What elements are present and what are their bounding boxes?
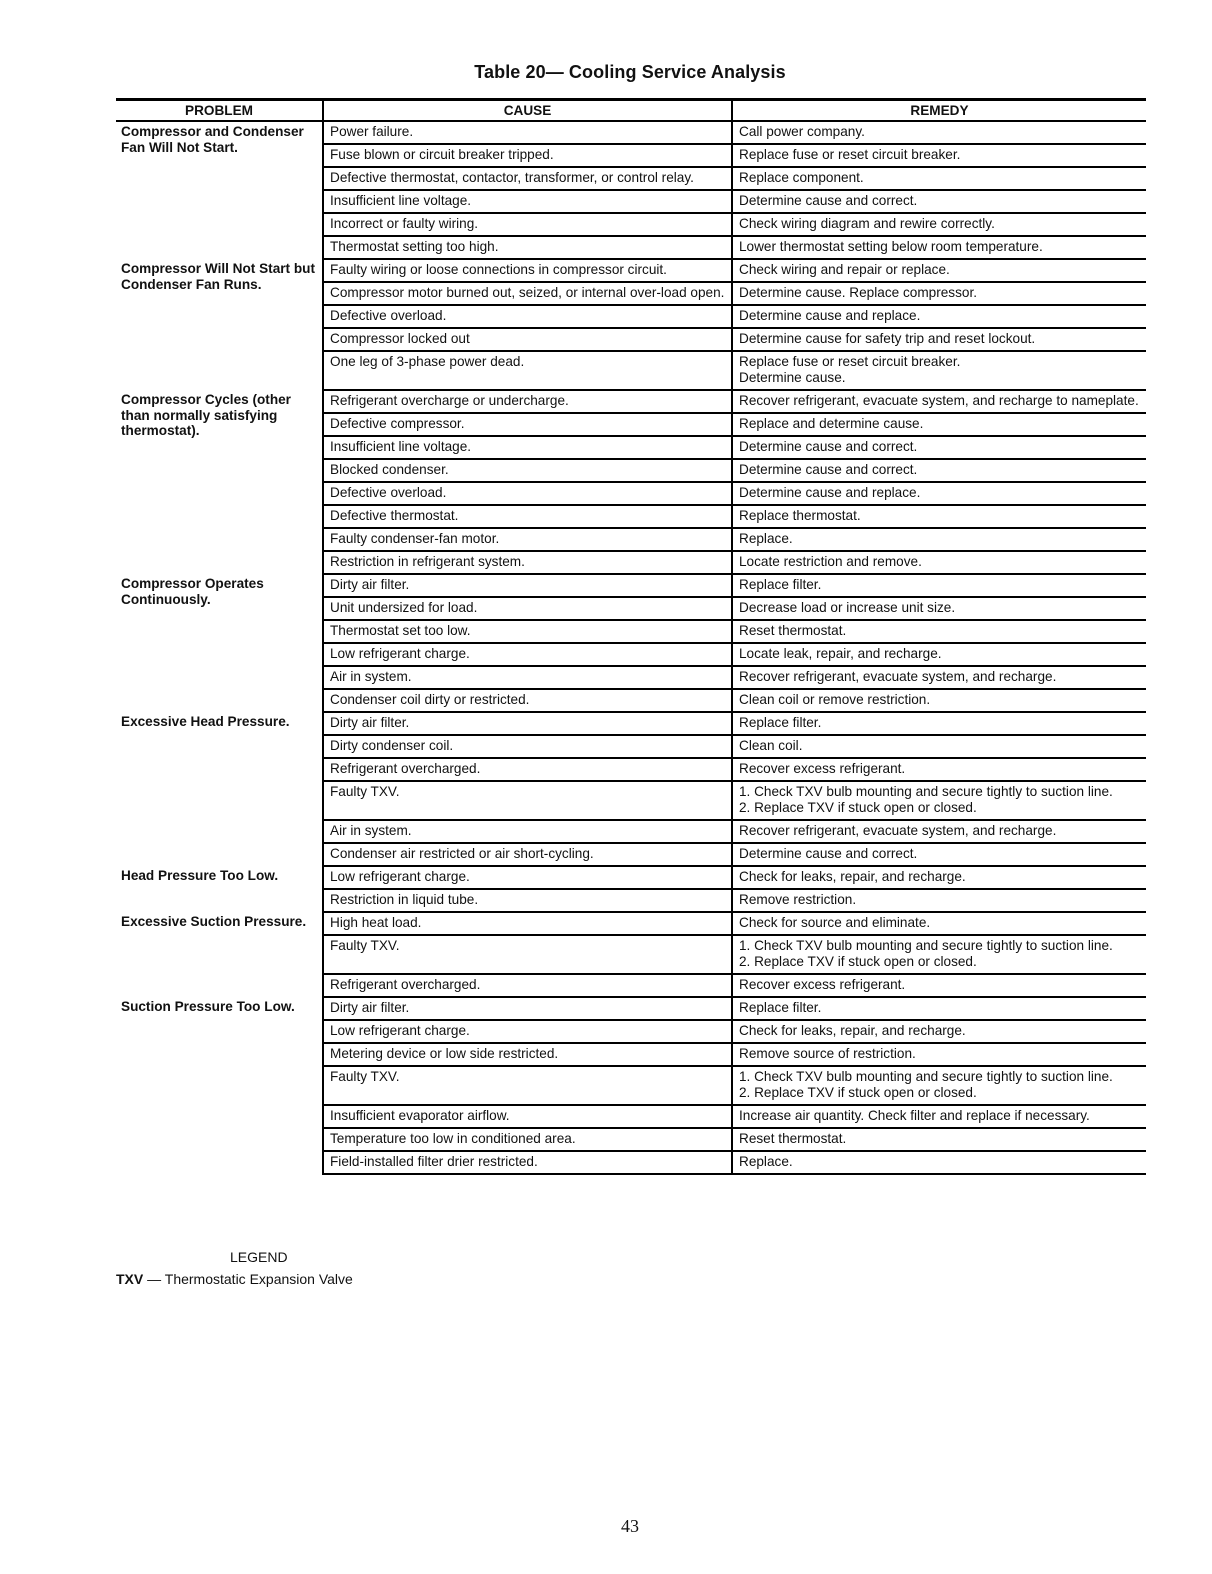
remedy-line: Determine cause and correct. [739,462,918,477]
remedy-line: Reset thermostat. [739,1131,847,1146]
remedy-line: Determine cause and replace. [739,485,921,500]
remedy-cell [732,551,1146,574]
remedy-cell [732,328,1146,351]
table-row [116,712,1146,735]
remedy-cell [732,505,1146,528]
problem-cell: Excessive Head Pressure. [121,714,290,729]
remedy-line: Recover refrigerant, evacuate system, and recharge to nameplate. [739,393,1139,408]
cause-cell: Insufficient line voltage. [323,436,732,459]
remedy-cell [732,190,1146,213]
remedy-cell [732,459,1146,482]
cause-cell: Refrigerant overcharge or undercharge. [323,390,732,413]
remedy-line: Determine cause and replace. [739,308,921,323]
header-cause: CAUSE [323,100,732,122]
remedy-cell [732,820,1146,843]
remedy-cell [732,666,1146,689]
remedy-cell [732,843,1146,866]
remedy-line: 1. Check TXV bulb mounting and secure tightly to suction line. [739,938,1113,953]
table-header-row [116,100,1146,122]
remedy-line: Clean coil. [739,738,803,753]
remedy-line: Recover refrigerant, evacuate system, and recharge. [739,669,1057,684]
remedy-cell [732,574,1146,597]
remedy-cell [732,1043,1146,1066]
header-problem: PROBLEM [116,100,323,122]
remedy-cell [732,390,1146,413]
problem-cell: Excessive Suction Pressure. [121,914,307,929]
cause-cell: Refrigerant overcharged. [323,974,732,997]
remedy-cell [732,889,1146,912]
table-body [116,121,1146,1174]
remedy-line: 1. Check TXV bulb mounting and secure tightly to suction line. [739,784,1113,799]
table-row [116,866,1146,889]
remedy-cell [732,167,1146,190]
page-number: 43 [621,1516,639,1536]
cause-cell: Temperature too low in conditioned area. [323,1128,732,1151]
remedy-line: Determine cause and correct. [739,193,918,208]
remedy-line: 1. Check TXV bulb mounting and secure tightly to suction line. [739,1069,1113,1084]
remedy-line: Locate leak, repair, and recharge. [739,646,942,661]
remedy-line: 2. Replace TXV if stuck open or closed. [739,800,977,815]
problem-cell: Compressor Operates Continuously. [121,576,264,607]
cause-cell: Dirty air filter. [323,712,732,735]
remedy-line: Reset thermostat. [739,623,847,638]
table-row [116,912,1146,935]
remedy-line: Determine cause and correct. [739,439,918,454]
cause-cell: Air in system. [323,820,732,843]
table-row [116,390,1146,413]
remedy-cell [732,689,1146,712]
remedy-cell [732,121,1146,144]
cause-cell: Dirty condenser coil. [323,735,732,758]
cause-cell: Defective thermostat, contactor, transformer, or control relay. [323,167,732,190]
cause-cell: Defective overload. [323,305,732,328]
table-row [116,574,1146,597]
remedy-line: Replace filter. [739,1000,822,1015]
table-row [116,997,1146,1020]
remedy-cell [732,305,1146,328]
cause-cell: High heat load. [323,912,732,935]
remedy-line: Clean coil or remove restriction. [739,692,931,707]
cause-cell: Low refrigerant charge. [323,866,732,889]
legend-separator: — [147,1271,162,1287]
remedy-line: Determine cause and correct. [739,846,918,861]
cause-cell: Dirty air filter. [323,574,732,597]
remedy-cell [732,597,1146,620]
table-row [116,259,1146,282]
legend-heading: LEGEND [230,1249,288,1265]
remedy-cell [732,1066,1146,1105]
remedy-line: Remove source of restriction. [739,1046,916,1061]
remedy-cell [732,528,1146,551]
cause-cell: Defective compressor. [323,413,732,436]
cause-cell: Restriction in liquid tube. [323,889,732,912]
cause-cell: Condenser air restricted or air short-cycling. [323,843,732,866]
cause-cell: Fuse blown or circuit breaker tripped. [323,144,732,167]
cause-cell: Defective overload. [323,482,732,505]
remedy-cell [732,912,1146,935]
remedy-line: Replace. [739,531,793,546]
remedy-line: Replace. [739,1154,793,1169]
cause-cell: Air in system. [323,666,732,689]
remedy-cell [732,144,1146,167]
cause-cell: Condenser coil dirty or restricted. [323,689,732,712]
remedy-line: Replace filter. [739,715,822,730]
remedy-cell [732,866,1146,889]
cause-cell: Incorrect or faulty wiring. [323,213,732,236]
remedy-line: Replace filter. [739,577,822,592]
cause-cell: Thermostat setting too high. [323,236,732,259]
problem-cell: Head Pressure Too Low. [121,868,279,883]
remedy-line: Determine cause for safety trip and reset lockout. [739,331,1036,346]
remedy-cell [732,236,1146,259]
legend [116,1246,353,1290]
remedy-line: Check wiring diagram and rewire correctly. [739,216,995,231]
remedy-cell [732,282,1146,305]
remedy-line: Recover excess refrigerant. [739,977,906,992]
problem-cell: Suction Pressure Too Low. [121,999,295,1014]
remedy-cell [732,413,1146,436]
remedy-line: Remove restriction. [739,892,857,907]
remedy-cell [732,781,1146,820]
remedy-line: Check for leaks, repair, and recharge. [739,869,966,884]
remedy-cell [732,974,1146,997]
problem-cell: Compressor Cycles (other than normally satisfying thermostat). [121,392,291,438]
remedy-cell [732,1105,1146,1128]
cause-cell: Defective thermostat. [323,505,732,528]
table-title: Table 20— Cooling Service Analysis [474,62,786,82]
cause-cell: Restriction in refrigerant system. [323,551,732,574]
remedy-cell [732,935,1146,974]
remedy-cell [732,436,1146,459]
remedy-cell [732,712,1146,735]
remedy-line: 2. Replace TXV if stuck open or closed. [739,1085,977,1100]
cooling-service-table [116,98,1146,1175]
remedy-line: Replace fuse or reset circuit breaker. [739,354,961,369]
remedy-line: Determine cause. Replace compressor. [739,285,977,300]
remedy-cell [732,213,1146,236]
remedy-cell [732,735,1146,758]
cause-cell: Metering device or low side restricted. [323,1043,732,1066]
remedy-line: Replace thermostat. [739,508,861,523]
remedy-cell [732,758,1146,781]
legend-entry [116,1268,353,1290]
cause-cell: Faulty wiring or loose connections in compressor circuit. [323,259,732,282]
remedy-line: Check for leaks, repair, and recharge. [739,1023,966,1038]
legend-abbr: TXV [116,1271,144,1287]
cause-cell: Field-installed filter drier restricted. [323,1151,732,1174]
remedy-cell [732,997,1146,1020]
remedy-cell [732,620,1146,643]
cause-cell: Faulty TXV. [323,935,732,974]
header-remedy: REMEDY [732,100,1146,122]
cause-cell: Faulty TXV. [323,1066,732,1105]
remedy-cell [732,259,1146,282]
remedy-line: 2. Replace TXV if stuck open or closed. [739,954,977,969]
remedy-cell [732,1128,1146,1151]
cause-cell: Insufficient evaporator airflow. [323,1105,732,1128]
remedy-line: Call power company. [739,124,865,139]
problem-cell: Compressor and Condenser Fan Will Not Start. [121,124,304,155]
remedy-line: Locate restriction and remove. [739,554,922,569]
remedy-cell [732,1151,1146,1174]
remedy-cell [732,1020,1146,1043]
remedy-line: Increase air quantity. Check filter and replace if necessary. [739,1108,1090,1123]
cause-cell: Refrigerant overcharged. [323,758,732,781]
legend-definition: Thermostatic Expansion Valve [164,1271,353,1287]
remedy-line: Check for source and eliminate. [739,915,931,930]
remedy-cell [732,351,1146,390]
cause-cell: Power failure. [323,121,732,144]
cause-cell: Blocked condenser. [323,459,732,482]
remedy-line: Determine cause. [739,370,846,385]
cause-cell: Faulty TXV. [323,781,732,820]
remedy-line: Lower thermostat setting below room temperature. [739,239,1043,254]
cause-cell: Low refrigerant charge. [323,1020,732,1043]
remedy-line: Replace and determine cause. [739,416,924,431]
remedy-cell [732,482,1146,505]
cause-cell: Unit undersized for load. [323,597,732,620]
cause-cell: Faulty condenser-fan motor. [323,528,732,551]
remedy-line: Replace fuse or reset circuit breaker. [739,147,961,162]
problem-cell: Compressor Will Not Start but Condenser Fan Runs. [121,261,315,292]
cause-cell: Compressor motor burned out, seized, or internal over-load open. [323,282,732,305]
remedy-line: Recover refrigerant, evacuate system, and recharge. [739,823,1057,838]
cause-cell: Compressor locked out [323,328,732,351]
remedy-line: Decrease load or increase unit size. [739,600,956,615]
cause-cell: Insufficient line voltage. [323,190,732,213]
remedy-line: Check wiring and repair or replace. [739,262,950,277]
cause-cell: Thermostat set too low. [323,620,732,643]
table-row [116,121,1146,144]
remedy-cell [732,643,1146,666]
remedy-line: Replace component. [739,170,864,185]
remedy-line: Recover excess refrigerant. [739,761,906,776]
cause-cell: Low refrigerant charge. [323,643,732,666]
cause-cell: One leg of 3-phase power dead. [323,351,732,390]
cause-cell: Dirty air filter. [323,997,732,1020]
